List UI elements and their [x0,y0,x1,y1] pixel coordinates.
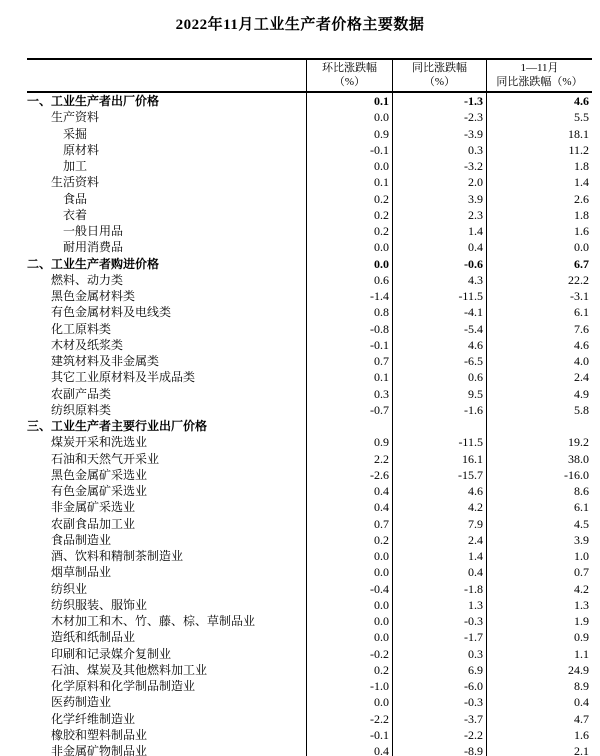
value-cell: 4.2 [486,581,592,597]
value-cell: -11.5 [392,288,486,304]
value-cell: 1.6 [486,223,592,239]
value-cell: 0.3 [306,386,392,402]
row-label: 一、工业生产者出厂价格 [27,94,160,108]
value-cell: 0.6 [306,272,392,288]
value-cell: -6.5 [392,353,486,369]
table-row [27,467,592,483]
value-cell: 0.4 [306,743,392,756]
table-row [27,581,592,597]
value-cell: 3.9 [486,532,592,548]
table-row [27,93,592,109]
value-cell: 0.0 [486,239,592,255]
value-cell: 0.8 [306,304,392,320]
value-cell: 0.0 [306,158,392,174]
value-cell: 0.0 [306,109,392,125]
row-label: 燃料、动力类 [51,272,124,287]
value-cell: 0.1 [306,93,392,109]
value-cell: 0.0 [306,629,392,645]
row-label: 印刷和记录媒介复制业 [51,646,172,661]
value-cell: 2.3 [392,207,486,223]
value-cell: -2.3 [392,109,486,125]
row-label: 黑色金属材料类 [51,289,136,303]
row-label: 石油、煤炭及其他燃料加工业 [51,662,208,677]
row-label: 生产资料 [51,110,100,125]
table-row [27,743,592,756]
value-cell: 0.9 [306,126,392,142]
value-cell: 7.9 [392,516,486,532]
value-cell: -3.1 [486,288,592,304]
value-cell: -1.8 [392,581,486,597]
column-header-line2: （%） [333,76,366,88]
table-row [27,288,592,304]
value-cell: -2.6 [306,467,392,483]
value-cell [306,418,392,434]
row-label: 非金属矿物制品业 [51,744,148,756]
value-cell: 0.2 [306,191,392,207]
table-row [27,613,592,629]
page-title: 2022年11月工业生产者价格主要数据 [175,17,425,33]
value-cell: 24.9 [486,662,592,678]
row-label: 食品制造业 [51,532,112,547]
table-row [27,499,592,515]
value-cell: 7.6 [486,321,592,337]
value-cell: -1.6 [392,402,486,418]
value-cell: 0.0 [306,256,392,272]
row-label: 有色金属材料及电线类 [51,305,172,320]
row-label: 有色金属矿采选业 [51,484,148,498]
value-cell: 22.2 [486,272,592,288]
value-cell: 9.5 [392,386,486,402]
value-cell: 0.0 [306,239,392,255]
value-cell: 8.9 [486,678,592,694]
row-label: 非金属矿采选业 [51,500,136,515]
value-cell: 0.0 [306,548,392,564]
column-header-line1: 1—11月 [520,62,559,74]
table-row [27,223,592,239]
value-cell: 6.1 [486,499,592,515]
row-label: 化学原料和化学制品制造业 [51,679,196,693]
row-label: 酒、饮料和精制茶制造业 [51,549,184,563]
row-label: 烟草制品业 [51,565,112,580]
value-cell: 4.3 [392,272,486,288]
table-row [27,629,592,645]
table-row [27,272,592,288]
value-cell: 2.0 [392,174,486,190]
table-row [27,418,592,434]
table-row [27,402,592,418]
value-cell: 0.4 [392,564,486,580]
column-header-ytd-yoy-change [486,60,592,91]
value-cell: 4.6 [392,483,486,499]
value-cell [486,418,592,434]
row-label: 纺织原料类 [51,402,112,417]
value-cell: 0.2 [306,662,392,678]
row-label: 黑色金属矿采选业 [51,467,148,482]
value-cell: 0.3 [392,142,486,158]
row-label: 化学纤维制造业 [51,711,136,726]
value-cell: 8.6 [486,483,592,499]
value-cell: 0.2 [306,223,392,239]
value-cell: 0.4 [306,483,392,499]
value-cell: 6.7 [486,256,592,272]
value-cell: -3.2 [392,158,486,174]
value-cell: 1.3 [392,597,486,613]
value-cell: -2.2 [306,711,392,727]
value-cell: 16.1 [392,451,486,467]
value-cell: 1.1 [486,646,592,662]
table-row [27,662,592,678]
row-label: 加工 [63,159,88,173]
table-row [27,483,592,499]
value-cell: 4.5 [486,516,592,532]
value-cell: 1.4 [486,174,592,190]
value-cell: -0.1 [306,142,392,158]
value-cell: 18.1 [486,126,592,142]
value-cell: 0.9 [486,629,592,645]
value-cell: 0.2 [306,207,392,223]
value-cell: 4.6 [486,337,592,353]
table-row [27,532,592,548]
table-row [27,694,592,710]
value-cell: 6.1 [486,304,592,320]
table-row [27,451,592,467]
value-cell: 0.1 [306,174,392,190]
value-cell: -8.9 [392,743,486,756]
row-label: 化工原料类 [51,321,112,336]
row-label: 其它工业原材料及半成品类 [51,370,196,385]
value-cell: -0.1 [306,337,392,353]
value-cell: -0.3 [392,613,486,629]
value-cell: -1.4 [306,288,392,304]
row-label-header [27,60,306,91]
value-cell: -1.3 [392,93,486,109]
value-cell: 38.0 [486,451,592,467]
row-label: 煤炭开采和洗选业 [51,435,148,450]
row-label: 橡胶和塑料制品业 [51,727,148,742]
row-label: 医药制造业 [51,695,112,710]
value-cell: -11.5 [392,434,486,450]
value-cell: 1.9 [486,613,592,629]
table-row [27,386,592,402]
value-cell: -5.4 [392,321,486,337]
value-cell: -4.1 [392,304,486,320]
value-cell: 4.2 [392,499,486,515]
value-cell: 2.6 [486,191,592,207]
table-row [27,321,592,337]
value-cell: 0.0 [306,694,392,710]
value-cell: 1.6 [486,727,592,743]
table-row [27,434,592,450]
table-row [27,337,592,353]
value-cell: 4.9 [486,386,592,402]
table-row [27,158,592,174]
value-cell: -1.7 [392,629,486,645]
column-header-mom-change [306,60,392,91]
data-table [27,58,592,756]
value-cell: 1.8 [486,158,592,174]
value-cell: 1.0 [486,548,592,564]
table-row [27,239,592,255]
row-label: 纺织服装、服饰业 [51,597,148,612]
table-row [27,564,592,580]
row-label: 衣着 [63,207,88,222]
row-label: 造纸和纸制品业 [51,630,136,645]
value-cell: 2.2 [306,451,392,467]
table-row [27,207,592,223]
table-row [27,126,592,142]
row-label: 一般日用品 [63,224,124,238]
table-header-row [27,58,592,93]
table-row [27,727,592,743]
table-row [27,678,592,694]
value-cell: 0.6 [392,369,486,385]
table-row [27,369,592,385]
value-cell: 0.4 [392,239,486,255]
table-row [27,597,592,613]
column-header-yoy-change [392,60,486,91]
column-header-line1: 同比涨跌幅 [412,62,467,74]
value-cell: -1.0 [306,678,392,694]
value-cell: 5.8 [486,402,592,418]
row-label: 木材加工和木、竹、藤、棕、草制品业 [51,614,256,628]
table-row [27,516,592,532]
value-cell: 3.9 [392,191,486,207]
table-row [27,711,592,727]
value-cell: 0.7 [306,516,392,532]
row-label: 二、工业生产者购进价格 [27,256,160,271]
table-row [27,353,592,369]
row-label: 纺织业 [51,581,88,596]
value-cell: 0.4 [486,694,592,710]
value-cell: -3.9 [392,126,486,142]
row-label: 采掘 [63,126,88,141]
value-cell: 5.5 [486,109,592,125]
row-label: 农副产品类 [51,386,112,401]
value-cell: -3.7 [392,711,486,727]
value-cell: 6.9 [392,662,486,678]
value-cell: 0.2 [306,532,392,548]
value-cell: 0.4 [306,499,392,515]
value-cell: 0.7 [486,564,592,580]
value-cell: -0.4 [306,581,392,597]
value-cell: 0.1 [306,369,392,385]
row-label: 原材料 [63,142,100,157]
value-cell: -0.8 [306,321,392,337]
row-label: 农副食品加工业 [51,516,136,531]
column-header-line1: 环比涨跌幅 [322,62,377,74]
row-label: 食品 [63,191,88,206]
value-cell: 0.0 [306,613,392,629]
value-cell: 11.2 [486,142,592,158]
value-cell: -2.2 [392,727,486,743]
value-cell: 4.7 [486,711,592,727]
value-cell: 1.4 [392,548,486,564]
table-row [27,109,592,125]
table-row [27,191,592,207]
table-row [27,174,592,190]
value-cell: 2.4 [392,532,486,548]
table-row [27,548,592,564]
row-label: 耐用消费品 [63,240,124,255]
value-cell: 2.1 [486,743,592,756]
value-cell: 0.9 [306,434,392,450]
value-cell: -6.0 [392,678,486,694]
value-cell: 1.3 [486,597,592,613]
value-cell: -15.7 [392,467,486,483]
table-row [27,646,592,662]
value-cell: 4.6 [486,93,592,109]
value-cell: 1.8 [486,207,592,223]
value-cell: 1.4 [392,223,486,239]
table-row [27,304,592,320]
value-cell: 0.3 [392,646,486,662]
value-cell: -0.2 [306,646,392,662]
value-cell: 0.7 [306,353,392,369]
row-label: 建筑材料及非金属类 [51,354,160,368]
column-header-line2: （%） [423,76,456,88]
table-body [27,93,592,756]
value-cell: 0.0 [306,564,392,580]
value-cell: -0.7 [306,402,392,418]
value-cell [392,418,486,434]
row-label: 石油和天然气开采业 [51,451,160,466]
row-label: 三、工业生产者主要行业出厂价格 [27,419,208,433]
value-cell: 0.0 [306,597,392,613]
value-cell: 4.6 [392,337,486,353]
value-cell: 2.4 [486,369,592,385]
value-cell: -0.1 [306,727,392,743]
row-label: 木材及纸浆类 [51,337,124,352]
row-label: 生活资料 [51,175,100,190]
value-cell: -0.3 [392,694,486,710]
value-cell: 19.2 [486,434,592,450]
table-row [27,256,592,272]
table-row [27,142,592,158]
value-cell: 4.0 [486,353,592,369]
value-cell: -16.0 [486,467,592,483]
column-header-line2: 同比涨跌幅（%） [496,76,583,88]
value-cell: -0.6 [392,256,486,272]
